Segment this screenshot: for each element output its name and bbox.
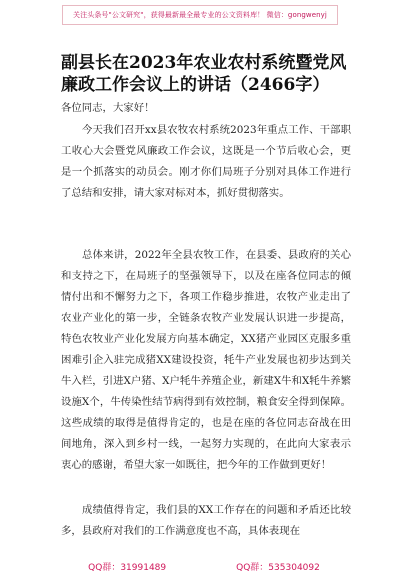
greeting-text: 各位同志，大家好！ <box>61 102 155 114</box>
document-title: 副县长在2023年农业农村系统暨党风廉政工作会议上的讲话（2466字） <box>61 53 347 95</box>
promo-banner[interactable] <box>62 5 338 25</box>
paragraph-3: 成绩值得肯定，我们县的XX工作存在的问题和矛盾还比较多，县政府对我们的工作满意度也不高，具体表现在 <box>61 504 351 537</box>
footer-contacts <box>0 560 408 573</box>
footer-qq-group-1[interactable]: QQ群：31991489 <box>88 563 167 573</box>
paragraph-1: 今天我们召开xx县农牧农村系统2023年重点工作、干部职工收心大会暨党风廉政工作会议，这既是一个节后收心会，更是一个抓落实的动员会。刚才你们局班子分别对具体工作进行了总结和安排，请大家对标对本，抓好贯彻落实。 <box>61 124 351 199</box>
paragraph-2: 总体来讲，2022年全县农牧工作，在县委、县政府的关心和支持之下，在局班子的坚强领导下，以及在座各位同志的倾情付出和不懈努力之下，各项工作稳步推进，农牧产业走出了农业产业化的第一步，全链条农牧产业发展认识进一步提高，特色农牧业产业化发展方向基本确定，XX猪产业园区克服多重困难引企入驻完成猪XX建设投资，牦牛产业发展也初步达到关牛入栏，引进X户猪、X户牦牛养殖企业，新建X牛和X牦牛养繁设施X个，牛传染性结节病得到有效控制，粮食安全得到保障。这些成绩的取得是值得肯定的，也是在座的各位同志奋战在田间地角，深入到乡村一线，一起努力实现的，在此向大家表示衷心的感谢，希望大家一如既往，把今年的工作做到更好！ <box>61 249 351 471</box>
footer-qq-group-2[interactable]: QQ群：535304092 <box>236 563 320 573</box>
promo-banner-text: 关注头条号"公文研究"，获得最新最全最专业的公文资料库！ 微信：gongwenyj <box>73 11 327 19</box>
